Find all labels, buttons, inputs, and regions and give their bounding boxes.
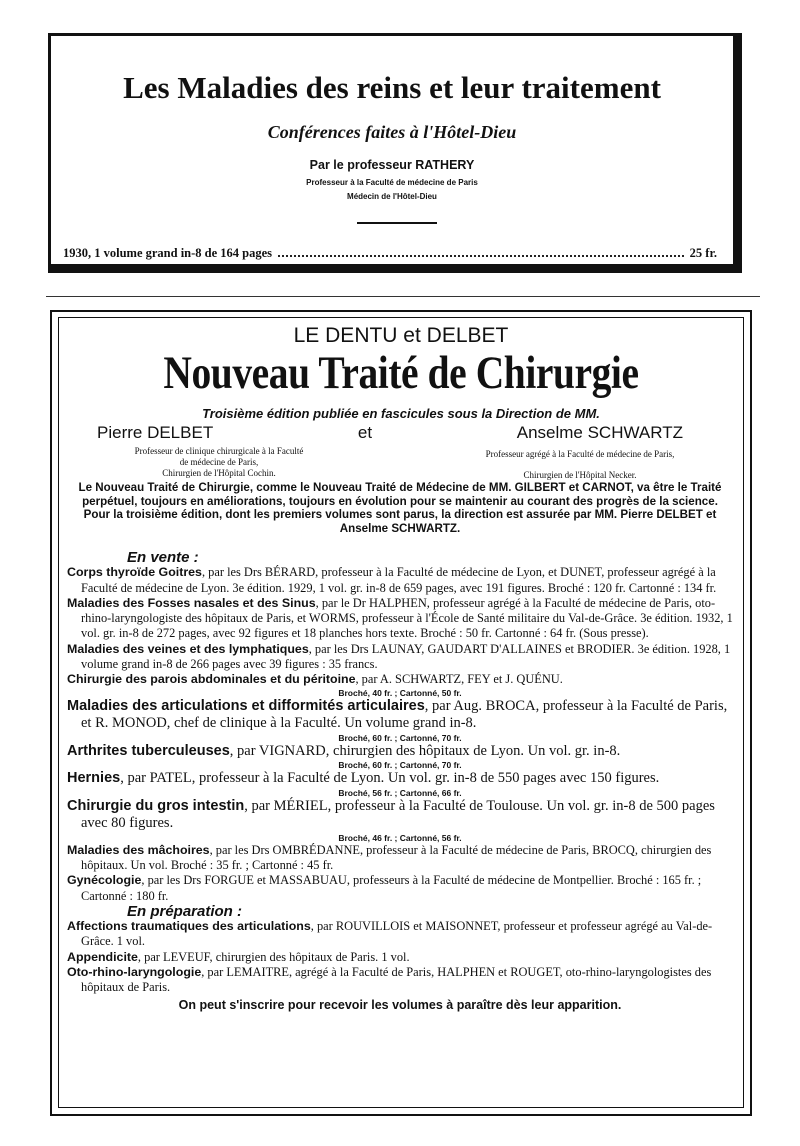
ad1-title: Les Maladies des reins et leur traitement (123, 70, 661, 105)
list-item (67, 596, 733, 642)
list-item-title: Arthrites tuberculeuses (67, 742, 230, 759)
director-right: Anselme SCHWARTZ (516, 423, 683, 442)
ad2-edition: Troisième édition publiée en fascicules sous la Direction de MM. (202, 406, 600, 421)
list-item (67, 950, 733, 965)
left-title-3: Chirurgien de l'Hôpital Cochin. (162, 468, 276, 478)
list-item-text: , par MÉRIEL, professeur à la Faculté de Toulouse. Un vol. gr. in-8 de 500 pages avec 80 figures. (81, 797, 715, 832)
left-title-1: Professeur de clinique chirurgicale à la Faculté (134, 446, 304, 456)
ad2-intro (67, 481, 733, 535)
list-item (67, 919, 733, 950)
en-vente-heading: En vente : (127, 549, 199, 566)
list-item-text: , par les Drs FORGUE et MASSABUAU, professeurs à la Faculté de médecine de Montpellier. Broché : 165 fr. ; Cartonné : 180 fr. (81, 873, 702, 903)
list-item-text: , par les Drs LAUNAY, GAUDART D'ALLAINES et BRODIER. 3e édition. 1928, 1 volume grand in-8 de 266 pages avec 39 figures : 35 francs. (81, 641, 731, 672)
ad2-title: Nouveau Traité de Chirurgie (163, 347, 639, 399)
ad2-inner-border (58, 317, 744, 1108)
list-item (67, 843, 733, 874)
ad2-listing (67, 550, 733, 1013)
en-vente-list (67, 565, 733, 904)
director-et: et (357, 423, 373, 442)
list-item-title: Hernies (67, 770, 121, 787)
list-item-price: Broché, 60 fr. ; Cartonné, 70 fr. (338, 760, 462, 771)
list-item-title: Chirurgie des parois abdominales et du péritoine (67, 672, 356, 687)
list-item-text: , par les Drs OMBRÉDANNE, professeur à la Faculté de médecine de Paris, BROCQ, chirurgien des hôpitaux. Un vol. Broché : 35 fr. ; Cartonné : 45 fr. (81, 842, 712, 872)
director-left-titles (99, 446, 339, 479)
list-item-text: , par Aug. BROCA, professeur à la Faculté de Paris, et R. MONOD, chef de clinique à la Faculté. Un volume grand in-8. (81, 697, 728, 732)
ad1-leader-dots (278, 246, 684, 257)
en-preparation-heading: En préparation : (127, 902, 243, 920)
ad1-rule (357, 222, 437, 224)
list-item-price: Broché, 56 fr. ; Cartonné, 66 fr. (338, 787, 462, 798)
list-item-text: , par le Dr HALPHEN, professeur agrégé à la Faculté de médecine de Paris, oto-rhino-laryngologiste des hôpitaux de Paris, et WORMS, professeur à l'École de Santé militaire du Val-de-Grâce. 3e édition. 1932, 1 vol. gr. in-8 de 272 pages, avec 92 figures et 18 planches hors texte. Broché : 50 fr. Cartonné : 64 fr. (Sous presse). (81, 595, 733, 641)
list-item (67, 770, 733, 798)
list-item-title: Maladies des Fosses nasales et des Sinus (67, 595, 316, 610)
ad2-directors (97, 423, 683, 443)
list-item-text: , par PATEL, professeur à la Faculté de Lyon. Un vol. gr. in-8 de 550 pages avec 150 figures. (120, 770, 660, 787)
list-item (67, 965, 733, 996)
en-preparation-list (67, 919, 733, 995)
ad1-author-title-2: Médecin de l'Hôtel-Dieu (347, 192, 437, 201)
director-left: Pierre DELBET (97, 423, 214, 442)
list-item (67, 873, 733, 904)
left-title-2: de médecine de Paris, (179, 457, 259, 467)
separator-rule (46, 296, 760, 297)
closing-note: On peut s'inscrire pour recevoir les volumes à paraître dès leur apparition. (178, 997, 622, 1012)
right-title-2: Chirurgien de l'Hôpital Necker. (523, 470, 637, 480)
list-item (67, 698, 733, 743)
list-item (67, 642, 733, 673)
list-item-title: Gynécologie (67, 873, 142, 888)
ad-traite-chirurgie (50, 310, 752, 1116)
list-item-title: Chirurgie du gros intestin (67, 797, 245, 814)
ad1-price-desc: 1930, 1 volume grand in-8 de 164 pages (63, 246, 273, 260)
ad1-author-title-1: Professeur à la Faculté de médecine de Paris (306, 178, 478, 187)
intro-paragraph-2: Pour la troisième édition, dont les premiers volumes sont parus, la direction est assurée par MM. Pierre DELBET et Anselme SCHWARTZ. (83, 508, 717, 535)
list-item (67, 565, 733, 596)
intro-paragraph-1: Le Nouveau Traité de Chirurgie, comme le Nouveau Traité de Médecine de MM. GILBERT et CARNOT, va être le Traité perpétuel, toujours en améliorations, toujours en évolution pour se maintenir au courant des progrès de la science. (78, 481, 722, 508)
list-item-price: Broché, 46 fr. ; Cartonné, 56 fr. (338, 832, 462, 843)
list-item (67, 743, 733, 771)
ad1-price-line (63, 246, 717, 261)
right-title-1: Professeur agrégé à la Faculté de médecine de Paris, (485, 449, 675, 459)
list-item-text: , par LEVEUF, chirurgien des hôpitaux de Paris. 1 vol. (137, 949, 410, 964)
list-item-title: Affections traumatiques des articulations (67, 919, 311, 934)
list-item-title: Maladies des veines et des lymphatiques (67, 641, 309, 656)
ad2-authors: LE DENTU et DELBET (293, 324, 509, 347)
list-item-text: , par LEMAITRE, agrégé à la Faculté de Paris, HALPHEN et ROUGET, oto-rhino-laryngologistes des hôpitaux de Paris. (81, 965, 712, 995)
ad1-subtitle: Conférences faites à l'Hôtel-Dieu (267, 122, 517, 142)
list-item-text: , par VIGNARD, chirurgien des hôpitaux de Lyon. Un vol. gr. in-8. (229, 742, 621, 759)
ad-maladies-reins (48, 33, 742, 273)
list-item-text: , par ROUVILLOIS et MAISONNET, professeur et professeur agrégé au Val-de-Grâce. 1 vol. (81, 919, 713, 949)
list-item-text: , par A. SCHWARTZ, FEY et J. QUÉNU. (355, 672, 563, 687)
list-item-title: Corps thyroïde Goitres (67, 565, 202, 580)
list-item (67, 672, 733, 697)
list-item-title: Maladies des articulations et difformités articulaires (67, 697, 425, 714)
director-right-titles (439, 449, 721, 481)
list-item-title: Maladies des mâchoires (67, 842, 210, 857)
list-item-price: Broché, 60 fr. ; Cartonné, 70 fr. (338, 732, 462, 743)
list-item-price: Broché, 40 fr. ; Cartonné, 50 fr. (338, 687, 462, 698)
list-item (67, 798, 733, 843)
list-item-text: , par les Drs BÉRARD, professeur à la Faculté de médecine de Lyon, et DUNET, professeur agrégé à la Faculté de médecine de Lyon. 3e édition. 1929, 1 vol. gr. in-8 de 659 pages, avec 191 figures. Broché : 120 fr. Cartonné : 134 fr. (81, 565, 717, 595)
list-item-title: Appendicite (67, 949, 138, 964)
list-item-title: Oto-rhino-laryngologie (67, 965, 202, 980)
ad1-price: 25 fr. (689, 246, 717, 260)
ad1-author: Par le professeur RATHERY (309, 158, 475, 172)
